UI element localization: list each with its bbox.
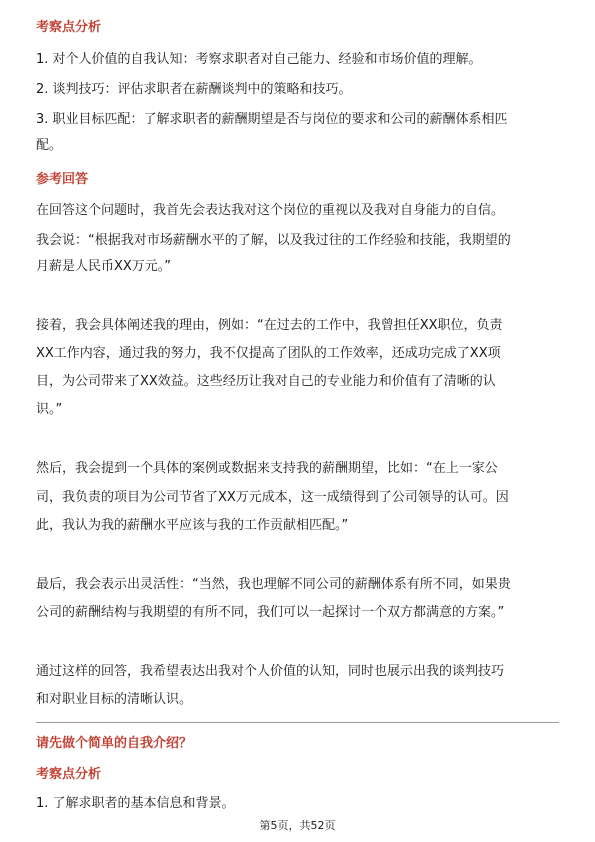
analysis-point: 1. 了解求职者的基本信息和背景。 [36,796,235,811]
analysis-point: 2. 谈判技巧：评估求职者在薪酬谈判中的策略和技巧。 [36,82,352,97]
page-number: 第5页，共52页 [259,819,336,832]
answer-paragraph-line: 和对职业目标的清晰认识。 [36,692,193,707]
answer-paragraph-line: 在回答这个问题时，我首先会表达我对这个岗位的重视以及我对自身能力的自信。 [36,203,505,218]
answer-paragraph-line: 通过这样的回答，我希望表达出我对个人价值的认知，同时也展示出我的谈判技巧 [36,664,505,679]
question-title: 请先做个简单的自我介绍？ [36,736,193,751]
analysis-point-continued: 配。 [36,138,63,153]
answer-paragraph-line: 然后，我会提到一个具体的案例或数据来支持我的薪酬期望，比如：“在上一家公 [36,461,498,476]
answer-heading: 参考回答 [36,172,89,187]
answer-paragraph-line: 此，我认为我的薪酬水平应该与我的工作贡献相匹配。” [36,518,349,533]
analysis-point: 1. 对个人价值的自我认知：考察求职者对自己能力、经验和市场价值的理解。 [36,52,482,67]
answer-paragraph-line: 接着，我会具体阐述我的理由，例如：“在过去的工作中，我曾担任XX职位，负责 [36,318,503,333]
answer-paragraph-line: 我会说：“根据我对市场薪酬水平的了解，以及我过往的工作经验和技能，我期望的 [36,233,511,248]
answer-paragraph-line: 公司的薪酬结构与我期望的有所不同，我们可以一起探讨一个双方都满意的方案。” [36,605,505,620]
answer-paragraph-line: 月薪是人民币XX万元。” [36,259,172,274]
section-heading: 考察点分析 [36,20,102,35]
answer-paragraph-line: XX工作内容，通过我的努力，我不仅提高了团队的工作效率，还成功完成了XX项 [36,346,501,361]
answer-paragraph-line: 目，为公司带来了XX效益。这些经历让我对自己的专业能力和价值有了清晰的认 [36,374,496,389]
analysis-point: 3. 职业目标匹配：了解求职者的薪酬期望是否与岗位的要求和公司的薪酬体系相匹 [36,112,508,127]
answer-paragraph-line: 识。” [36,402,63,417]
answer-paragraph-line: 最后，我会表示出灵活性：“当然，我也理解不同公司的薪酬体系有所不同，如果贵 [36,577,511,592]
section-divider [36,722,559,723]
section-heading: 考察点分析 [36,767,102,782]
answer-paragraph-line: 司，我负责的项目为公司节省了XX万元成本，这一成绩得到了公司领导的认可。因 [36,490,509,505]
